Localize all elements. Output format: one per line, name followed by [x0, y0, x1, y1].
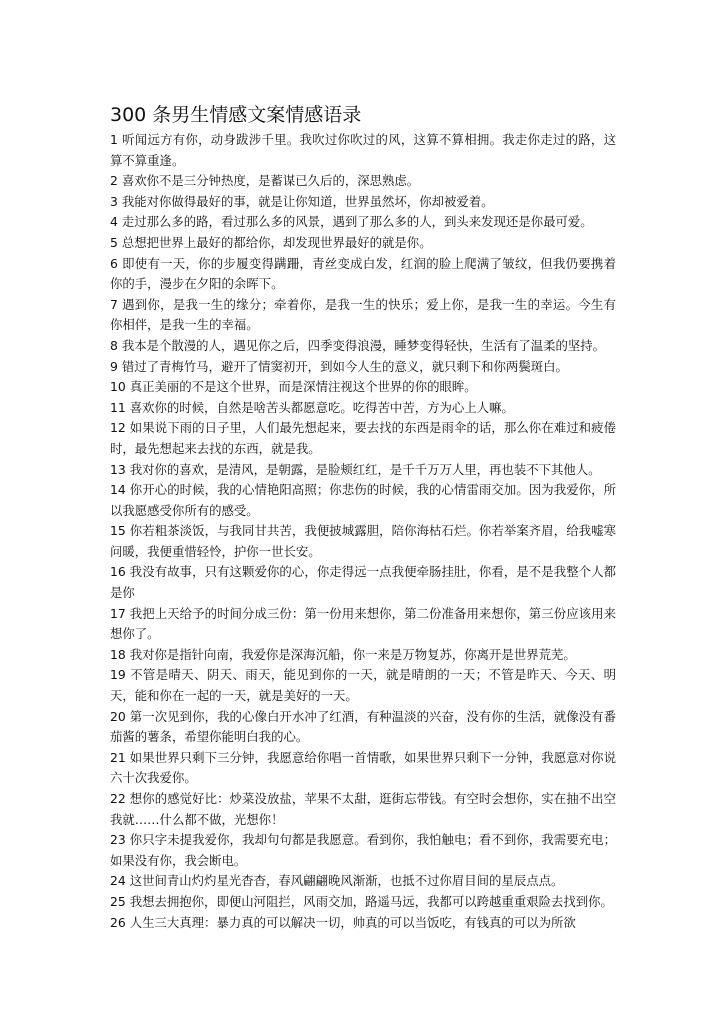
document-body [110, 130, 616, 1024]
paragraph-16: 16 我没有故事，只有这颗爱你的心，你走得远一点我便牵肠挂肚，你看，是不是我整个人都是你 [110, 564, 616, 601]
paragraph-26: 26 人生三大真理：暴力真的可以解决一切，帅真的可以当饭吃，有钱真的可以为所欲 [110, 914, 576, 930]
paragraph-18: 18 我对你是指针向南，我爱你是深海沉船，你一来是万物复苏，你离开是世界荒芜。 [110, 646, 576, 662]
paragraph-3: 3 我能对你做得最好的事，就是让你知道，世界虽然坏，你却被爱着。 [110, 193, 494, 209]
paragraph-9: 9 错过了青梅竹马，避开了情窦初开，到如今人生的意义，就只剩下和你两鬓斑白。 [110, 358, 568, 374]
paragraph-11: 11 喜欢你的时候，自然是啥苦头都愿意吃。吃得苦中苦，方为心上人嘛。 [110, 399, 514, 415]
paragraph-7: 7 遇到你，是我一生的缘分；牵着你，是我一生的快乐；爱上你，是我一生的幸运。今生有你相伴，是我一生的幸福。 [110, 296, 616, 333]
paragraph-6: 6 即使有一天，你的步履变得蹒跚，青丝变成白发，红润的脸上爬满了皱纹，但我仍要携着你的手，漫步在夕阳的余晖下。 [110, 255, 616, 292]
paragraph-17: 17 我把上天给予的时间分成三份：第一份用来想你，第二份准备用来想你，第三份应该用来想你了。 [110, 605, 616, 642]
paragraph-13: 13 我对你的喜欢，是清风，是朝露，是脸颊红红，是千千万万人里，再也装不下其他人。 [110, 461, 601, 477]
paragraph-4: 4 走过那么多的路，看过那么多的风景，遇到了那么多的人，到头来发现还是你最可爱。 [110, 214, 593, 230]
paragraph-2: 2 喜欢你不是三分钟热度，是蓄谋已久后的，深思熟虑。 [110, 173, 420, 189]
paragraph-14: 14 你开心的时候，我的心情艳阳高照；你悲伤的时候，我的心情雷雨交加。因为我爱你，所以我愿感受你所有的感受。 [110, 482, 616, 518]
paragraph-20: 20 第一次见到你，我的心像白开水冲了红酒，有种温淡的兴奋，没有你的生活，就像没有番茄酱的薯条，希望你能明白我的心。 [110, 708, 616, 745]
paragraph-1: 1 听闻远方有你，动身跋涉千里。我吹过你吹过的风，这算不算相拥。我走你走过的路，这算不算重逢。 [110, 132, 616, 168]
paragraph-23: 23 你只字未提我爱你，我却句句都是我愿意。看到你，我怕触电；看不到你，我需要充电；如果没有你，我会断电。 [110, 832, 616, 868]
paragraph-12: 12 如果说下雨的日子里，人们最先想起来，要去找的东西是雨伞的话，那么你在难过和疲倦时，最先想起来去找的东西，就是我。 [110, 420, 616, 456]
paragraph-21: 21 如果世界只剩下三分钟，我愿意给你唱一首情歌，如果世界只剩下一分钟，我愿意对你说六十次我爱你。 [110, 749, 616, 786]
paragraph-24: 24 这世间青山灼灼星光杳杳，春风翩翩晚风渐渐，也抵不过你眉目间的星辰点点。 [110, 873, 564, 889]
paragraph-10: 10 真正美丽的不是这个世界，而是深情注视这个世界的你的眼眸。 [110, 379, 477, 395]
paragraph-25: 25 我想去拥抱你，即便山河阻拦，风雨交加，路遥马远，我都可以跨越重重艰险去找到你。 [110, 893, 613, 909]
paragraph-5: 5 总想把世界上最好的都给你，却发现世界最好的就是你。 [110, 234, 432, 250]
paragraph-22: 22 想你的感觉好比：炒菜没放盐，苹果不太甜，逛街忘带钱。有空时会想你，实在抽不出空我就……什么都不做，光想你！ [110, 791, 616, 827]
paragraph-15: 15 你若粗茶淡饭，与我同甘共苦，我便披城露胆，陪你海枯石烂。你若举案齐眉，给我嘘寒问暖，我便重惜轻怜，护你一世长安。 [110, 523, 616, 559]
paragraph-8: 8 我本是个散漫的人，遇见你之后，四季变得浪漫，睡梦变得轻快，生活有了温柔的坚持。 [110, 337, 606, 353]
page-title: 300 条男生情感文案情感语录 [110, 104, 362, 126]
paragraph-19: 19 不管是晴天、阴天、雨天，能见到你的一天，就是晴朗的一天；不管是昨天、今天、明天，能和你在一起的一天，就是美好的一天。 [110, 667, 616, 704]
